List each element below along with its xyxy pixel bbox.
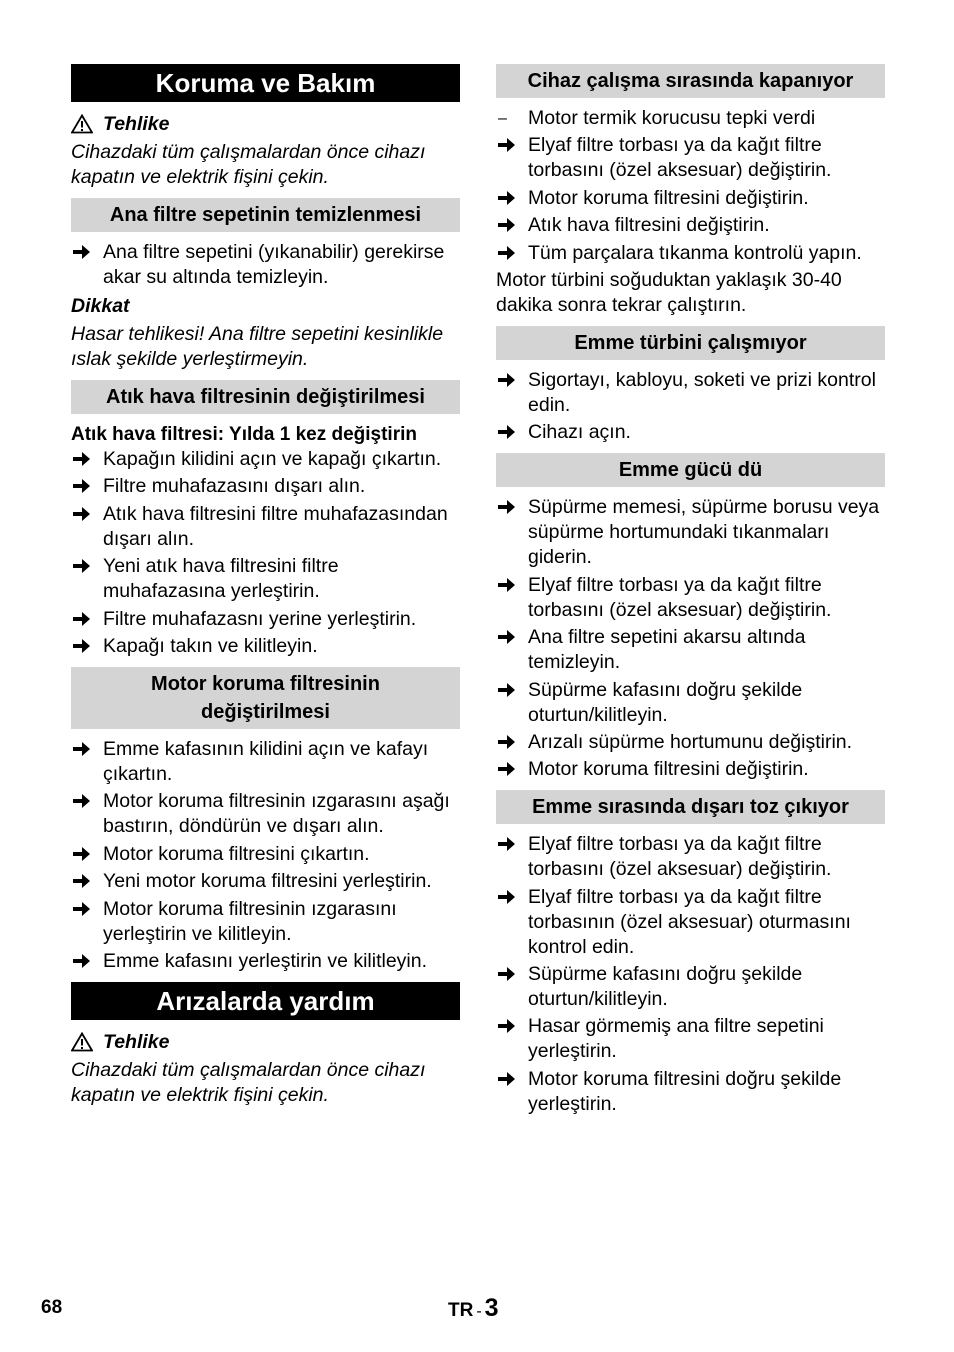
page-number: 68 xyxy=(41,1297,63,1318)
step-item xyxy=(71,789,460,839)
step-item xyxy=(71,447,460,472)
danger-text: Cihazdaki tüm çalışmalardan önce cihazı kapatın ve elektrik fişini çekin. xyxy=(71,141,426,188)
arrow-right-icon xyxy=(73,506,91,522)
arrow-right-icon xyxy=(498,889,516,905)
title-line: Motor koruma filtresinin xyxy=(151,672,380,695)
left-column xyxy=(71,64,460,1112)
step-text: Filtre muhafazasını dışarı alın. xyxy=(103,475,366,498)
arrow-right-icon xyxy=(73,611,91,627)
arrow-right-icon xyxy=(498,1018,516,1034)
subsection-title-motor-filter xyxy=(71,667,460,729)
step-text: Atık hava filtresini değiştirin. xyxy=(528,214,770,237)
step-item xyxy=(71,897,460,947)
arrow-right-icon xyxy=(498,629,516,645)
arrow-right-icon xyxy=(73,901,91,917)
arrow-right-icon xyxy=(73,451,91,467)
arrow-right-icon xyxy=(73,638,91,654)
step-item xyxy=(496,885,885,960)
arrow-right-icon xyxy=(73,741,91,757)
step-item xyxy=(496,573,885,623)
step-text: Hasar görmemiş ana filtre sepetini yerleştirin. xyxy=(528,1015,824,1063)
exhaust-filter-interval: Atık hava filtresi: Yılda 1 kez değiştirin xyxy=(71,424,417,445)
step-list xyxy=(496,832,885,1117)
troubleshoot-title-turbine: Emme türbini çalışmıyor xyxy=(496,326,885,360)
step-item xyxy=(71,607,460,632)
step-text: Motor koruma filtresini değiştirin. xyxy=(528,186,809,209)
step-text: Elyaf filtre torbası ya da kağıt filtre torbasını (özel aksesuar) değiştirin. xyxy=(528,573,832,621)
warning-triangle-icon xyxy=(71,114,93,134)
step-text: Motor koruma filtresini değiştirin. xyxy=(528,758,809,781)
step-item xyxy=(496,495,885,570)
arrow-right-icon xyxy=(73,244,91,260)
step-text: Motor koruma filtresini doğru şekilde yerleştirin. xyxy=(528,1067,842,1115)
right-column xyxy=(496,64,885,1119)
step-item xyxy=(496,241,885,266)
step-item xyxy=(71,949,460,974)
step-item xyxy=(496,1014,885,1064)
step-item xyxy=(496,186,885,211)
step-item xyxy=(496,368,885,418)
step-list xyxy=(71,737,460,974)
step-item xyxy=(71,240,460,290)
step-text: Atık hava filtresini filtre muhafazasından dışarı alın. xyxy=(103,502,448,550)
step-text: Motor koruma filtresinin ızgarasını yerleştirin ve kilitleyin. xyxy=(103,897,397,945)
arrow-right-icon xyxy=(498,217,516,233)
step-text: Elyaf filtre torbası ya da kağıt filtre torbasının (özel aksesuar) oturmasını kontrol edin. xyxy=(528,885,851,958)
step-item xyxy=(496,962,885,1012)
step-list xyxy=(496,106,885,266)
caution-text: Hasar tehlikesi! Ana filtre sepetini kesinlikle ıslak şekilde yerleştirmeyin. xyxy=(71,323,444,370)
arrow-right-icon xyxy=(498,682,516,698)
step-list xyxy=(496,495,885,782)
arrow-right-icon xyxy=(498,577,516,593)
section-title-maintenance: Koruma ve Bakım xyxy=(71,64,460,102)
arrow-right-icon xyxy=(498,966,516,982)
arrow-right-icon xyxy=(498,761,516,777)
page-identifier xyxy=(448,1294,499,1326)
step-item xyxy=(496,213,885,238)
section-page-number: 3 xyxy=(484,1294,499,1322)
page-separator: - xyxy=(476,1303,482,1320)
step-text: Kapağın kilidini açın ve kapağı çıkartın. xyxy=(103,448,442,470)
troubleshoot-title-shutdown: Cihaz çalışma sırasında kapanıyor xyxy=(496,64,885,98)
troubleshoot-title-suction: Emme gücü dü xyxy=(496,453,885,487)
step-item xyxy=(496,832,885,882)
step-text: Yeni motor koruma filtresini yerleştirin. xyxy=(103,870,432,893)
step-text: Elyaf filtre torbası ya da kağıt filtre torbasını (özel aksesuar) değiştirin. xyxy=(528,833,832,881)
step-item xyxy=(71,634,460,659)
step-text: Ana filtre sepetini (yıkanabilir) gerekirse akar su altında temizleyin. xyxy=(103,241,445,288)
dash-bullet: – xyxy=(498,110,507,127)
caution-label: Dikkat xyxy=(71,295,130,317)
arrow-right-icon xyxy=(73,953,91,969)
step-list xyxy=(496,368,885,445)
step-text: Süpürme memesi, süpürme borusu veya süpürme hortumundaki tıkanmaları giderin. xyxy=(528,496,880,569)
arrow-right-icon xyxy=(498,137,516,153)
arrow-right-icon xyxy=(498,424,516,440)
step-item xyxy=(496,420,885,445)
step-text: Filtre muhafazasnı yerine yerleştirin. xyxy=(103,607,417,630)
step-item xyxy=(71,737,460,787)
step-item xyxy=(71,842,460,867)
subsection-title-exhaust-filter: Atık hava filtresinin değiştirilmesi xyxy=(71,380,460,414)
step-text: Süpürme kafasını doğru şekilde oturtun/kilitleyin. xyxy=(528,678,803,726)
subsection-title-main-filter: Ana filtre sepetinin temizlenmesi xyxy=(71,198,460,232)
step-list xyxy=(71,240,460,290)
step-item xyxy=(71,502,460,552)
step-item xyxy=(496,730,885,755)
step-item xyxy=(496,1067,885,1117)
danger-label xyxy=(71,1029,460,1055)
cause-item xyxy=(496,106,885,131)
step-text: Cihazı açın. xyxy=(528,421,631,444)
restart-note: Motor türbini soğuduktan yaklaşık 30-40 dakika sonra tekrar çalıştırın. xyxy=(496,268,842,316)
arrow-right-icon xyxy=(73,793,91,809)
danger-label-text: Tehlike xyxy=(103,1030,170,1053)
step-text: Elyaf filtre torbası ya da kağıt filtre torbasını (özel aksesuar) değiştirin. xyxy=(528,134,832,182)
title-line: değiştirilmesi xyxy=(201,700,330,723)
step-text: Tüm parçalara tıkanma kontrolü yapın. xyxy=(528,241,862,264)
step-text: Arızalı süpürme hortumunu değiştirin. xyxy=(528,730,853,753)
step-text: Motor koruma filtresini çıkartın. xyxy=(103,842,370,865)
arrow-right-icon xyxy=(73,873,91,889)
step-item xyxy=(71,474,460,499)
arrow-right-icon xyxy=(498,836,516,852)
step-item xyxy=(71,554,460,604)
warning-triangle-icon xyxy=(71,1032,93,1052)
danger-text: Cihazdaki tüm çalışmalardan önce cihazı kapatın ve elektrik fişini çekin. xyxy=(71,1059,426,1107)
arrow-right-icon xyxy=(498,1071,516,1087)
arrow-right-icon xyxy=(73,558,91,574)
step-item xyxy=(496,757,885,782)
step-item xyxy=(496,133,885,183)
step-item xyxy=(496,678,885,728)
step-text: Yeni atık hava filtresini filtre muhafazasına yerleştirin. xyxy=(103,555,339,603)
danger-label xyxy=(71,111,460,137)
step-text: Emme kafasının kilidini açın ve kafayı çıkartın. xyxy=(103,737,429,785)
cause-text: Motor termik korucusu tepki verdi xyxy=(528,107,816,129)
step-text: Emme kafasını yerleştirin ve kilitleyin. xyxy=(103,949,428,972)
step-item xyxy=(71,869,460,894)
step-text: Süpürme kafasını doğru şekilde oturtun/kilitleyin. xyxy=(528,963,803,1011)
arrow-right-icon xyxy=(498,190,516,206)
arrow-right-icon xyxy=(498,372,516,388)
arrow-right-icon xyxy=(498,499,516,515)
step-item xyxy=(496,625,885,675)
step-text: Kapağı takın ve kilitleyin. xyxy=(103,634,318,657)
section-title-troubleshooting: Arızalarda yardım xyxy=(71,982,460,1020)
step-list xyxy=(71,447,460,659)
danger-label-text: Tehlike xyxy=(103,112,170,135)
arrow-right-icon xyxy=(73,478,91,494)
troubleshoot-title-dust: Emme sırasında dışarı toz çıkıyor xyxy=(496,790,885,824)
step-text: Sigortayı, kabloyu, soketi ve prizi kontrol edin. xyxy=(528,368,876,416)
step-text: Ana filtre sepetini akarsu altında temizleyin. xyxy=(528,626,806,674)
arrow-right-icon xyxy=(498,734,516,750)
language-code: TR xyxy=(448,1300,474,1321)
step-text: Motor koruma filtresinin ızgarasını aşağı bastırın, döndürün ve dışarı alın. xyxy=(103,790,450,838)
arrow-right-icon xyxy=(73,846,91,862)
arrow-right-icon xyxy=(498,245,516,261)
